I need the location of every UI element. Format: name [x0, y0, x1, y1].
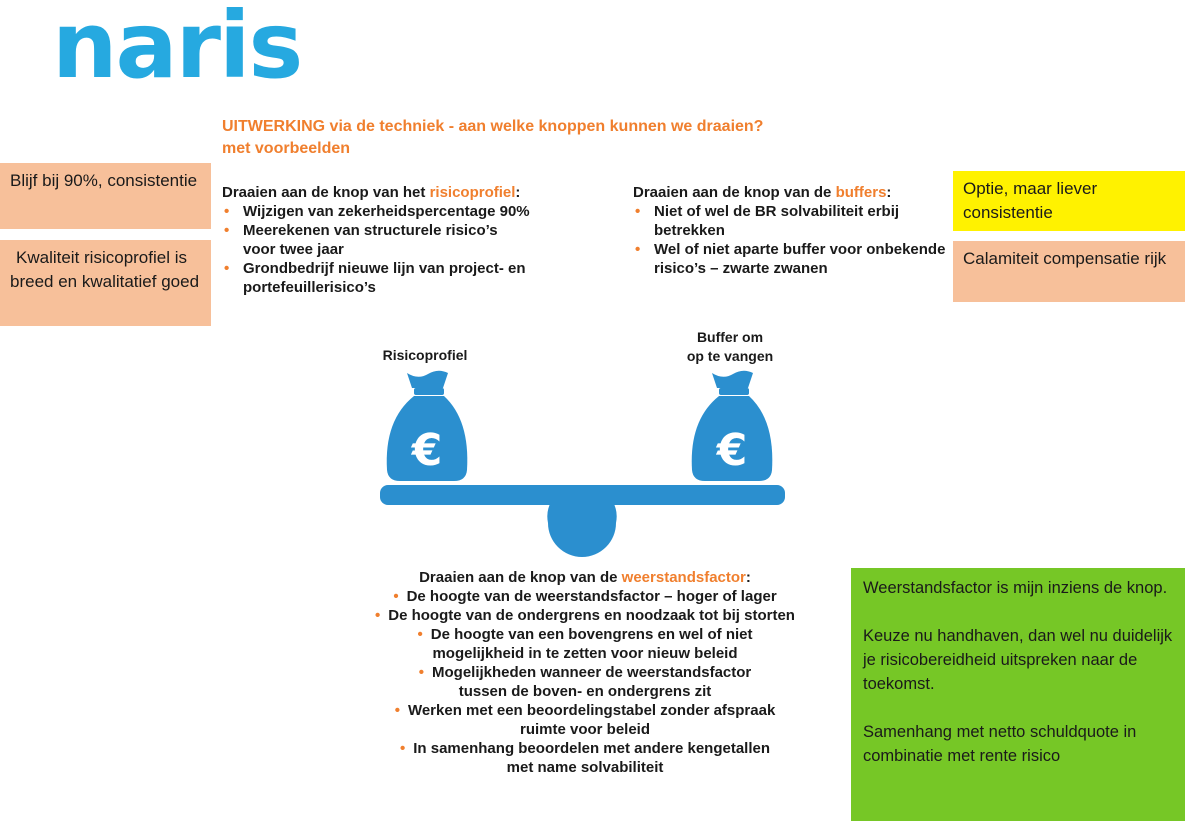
list-item: • In samenhang beoordelen met andere kengetallen met name solvabiliteit: [399, 740, 771, 776]
list-item: • Niet of wel de BR solvabiliteit erbij betrekken: [633, 202, 909, 240]
list-item-text: ruimte voor beleid: [519, 721, 651, 738]
slide-title-line1: UITWERKING via de techniek - aan welke knoppen kunnen we draaien?: [222, 118, 764, 135]
list-item-text: met name solvabiliteit: [506, 759, 664, 776]
list-item-text: In samenhang beoordelen met andere kengetallen: [413, 740, 771, 757]
list-item: • Mogelijkheden wanneer de weerstandsfactor tussen de boven- en ondergrens zit: [418, 664, 752, 700]
note-calamiteit: Calamiteit compensatie rijk: [953, 241, 1185, 302]
list-item: • De hoogte van de ondergrens en noodzaak tot bij storten: [375, 607, 795, 624]
section-buffers-heading: [633, 183, 953, 202]
list-item-text: Mogelijkheden wanneer de weerstandsfactor: [432, 664, 752, 681]
heading-suffix: :: [515, 184, 521, 201]
heading-highlight: buffers: [835, 184, 887, 201]
list-item-text: De hoogte van een bovengrens en wel of niet: [430, 626, 753, 643]
heading-suffix: :: [745, 569, 751, 586]
slide-title-line2: met voorbeelden: [222, 140, 351, 157]
heading-highlight: risicoprofiel: [429, 184, 516, 201]
green-note-paragraph: Samenhang met netto schuldquote in combinatie met rente risico: [863, 723, 1137, 765]
list-item-text: De hoogte van de ondergrens en noodzaak tot bij storten: [388, 607, 795, 624]
section-risicoprofiel: [222, 183, 582, 297]
naris-logo: naris: [52, 0, 302, 99]
section-weerstandsfactor: [340, 568, 830, 777]
list-item-text: Werken met een beoordelingstabel zonder afspraak: [407, 702, 776, 719]
slide-title: [222, 116, 763, 160]
label-buffer-line2: op te vangen: [686, 348, 774, 364]
heading-text: Draaien aan de knop van het: [222, 184, 430, 201]
green-note-paragraph: Keuze nu handhaven, dan wel nu duidelijk je risicobereidheid uitspreken naar de toekomst.: [863, 627, 1173, 693]
list-item: • Meerekenen van structurele risico’s voor twee jaar: [222, 221, 533, 259]
note-weerstandsfactor: [851, 568, 1185, 821]
label-buffer-line1: Buffer om: [696, 329, 764, 345]
list-item: • De hoogte van de weerstandsfactor – hoger of lager: [393, 588, 777, 605]
section-risicoprofiel-heading: [222, 183, 582, 202]
list-item: • De hoogte van een bovengrens en wel of niet mogelijkheid in te zetten voor nieuw beleid: [417, 626, 753, 662]
heading-text: Draaien aan de knop van de: [633, 184, 836, 201]
label-risicoprofiel: Risicoprofiel: [382, 347, 468, 363]
heading-suffix: :: [886, 184, 892, 201]
list-item-text: tussen de boven- en ondergrens zit: [458, 683, 712, 700]
scale-fulcrum: [547, 500, 616, 557]
list-item: • Werken met een beoordelingstabel zonder afspraak ruimte voor beleid: [394, 702, 776, 738]
list-item-text: De hoogte van de weerstandsfactor – hoger of lager: [406, 588, 777, 605]
heading-text: Draaien aan de knop van de: [419, 569, 622, 586]
list-item: • Wel of niet aparte buffer voor onbekende risico’s – zwarte zwanen: [633, 240, 954, 278]
note-consistentie: Blijf bij 90%, consistentie: [0, 163, 211, 229]
euro-symbol-right: €: [716, 425, 748, 476]
heading-highlight: weerstandsfactor: [621, 569, 746, 586]
list-item: • Grondbedrijf nieuwe lijn van project- en portefeuillerisico’s: [222, 259, 543, 297]
green-note-paragraph: Weerstandsfactor is mijn inziens de knop.: [863, 579, 1168, 597]
list-item: • Wijzigen van zekerheidspercentage 90%: [222, 202, 582, 221]
section-buffers: [633, 183, 953, 278]
section-weerstandsfactor-heading: [340, 568, 830, 587]
euro-symbol-left: €: [411, 425, 443, 476]
list-item-text: mogelijkheid in te zetten voor nieuw beleid: [432, 645, 738, 662]
balance-scale-illustration: [370, 360, 790, 565]
money-bag-right-icon: [692, 371, 773, 481]
money-bag-left-icon: [387, 371, 468, 481]
note-optie: Optie, maar liever consistentie: [953, 171, 1185, 231]
note-kwaliteit-risicoprofiel: Kwaliteit risicoprofiel is breed en kwalitatief goed: [0, 240, 211, 326]
